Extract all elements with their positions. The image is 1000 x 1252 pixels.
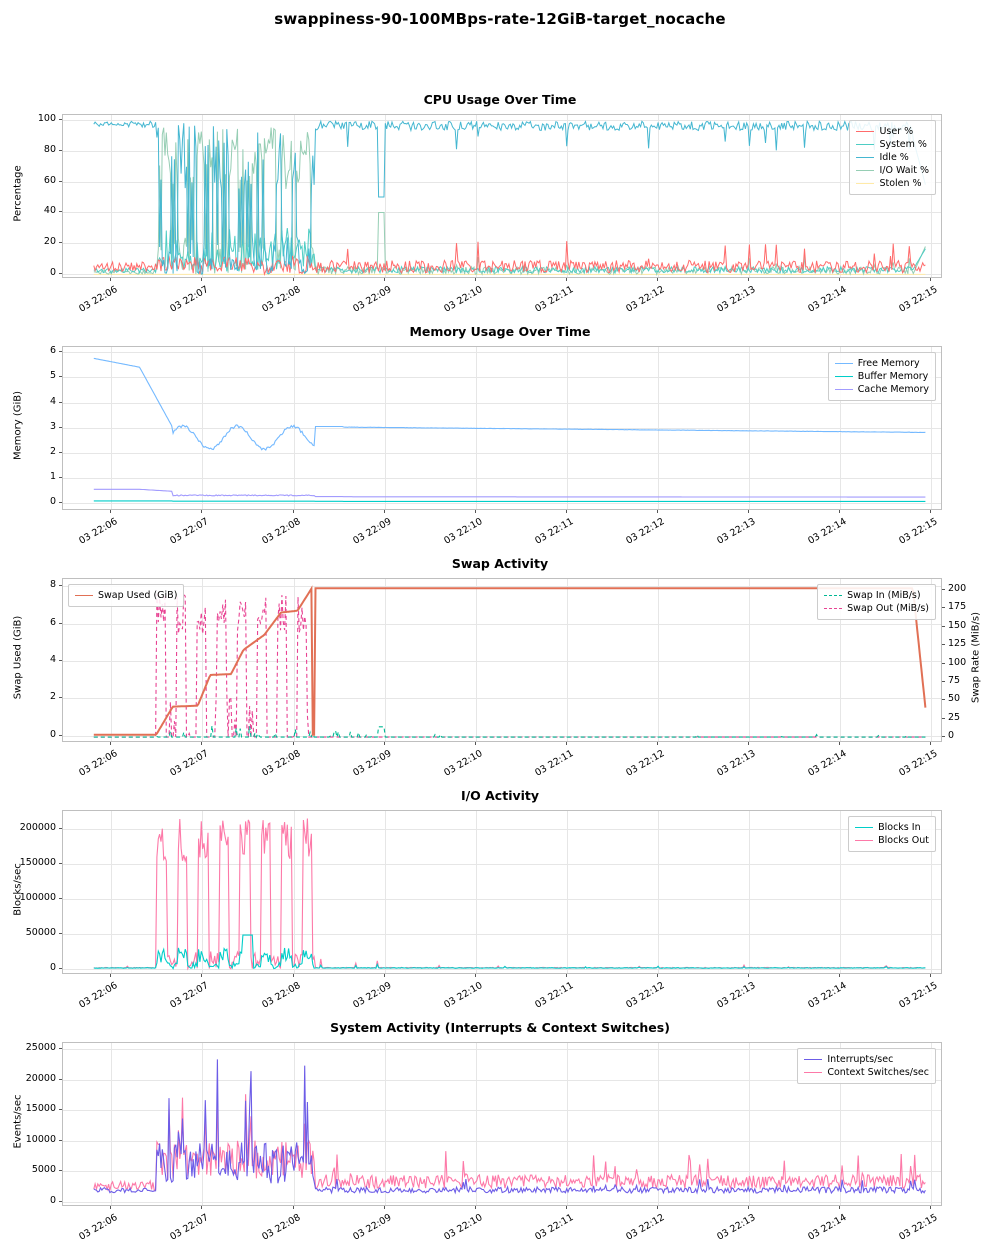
- x-axis-tick-label: 03 22:15: [897, 748, 940, 779]
- chart-title: Swap Activity: [451, 556, 549, 571]
- x-axis-tick-label: 03 22:14: [806, 284, 849, 315]
- y-axis-tick-mark: [59, 150, 62, 151]
- y-axis-label: Blocks/sec: [12, 863, 24, 916]
- y-axis-right-tick-mark: [942, 699, 945, 700]
- legend-label: Interrupts/sec: [827, 1054, 894, 1065]
- x-axis-tick-mark: [839, 974, 840, 977]
- x-axis-tick-label: 03 22:07: [168, 748, 211, 779]
- legend-color-swatch: [856, 183, 874, 184]
- y-axis-tick-label: 100: [37, 112, 56, 124]
- legend-label: Cache Memory: [857, 384, 929, 395]
- legend-label: Stolen %: [879, 178, 922, 189]
- y-axis-tick-label: 60: [43, 174, 56, 186]
- legend-color-swatch: [856, 144, 874, 145]
- y-axis-tick-mark: [59, 623, 62, 624]
- x-axis-tick-mark: [384, 510, 385, 513]
- series-line: [94, 358, 926, 450]
- x-axis-tick-mark: [475, 510, 476, 513]
- y-axis-tick-mark: [59, 427, 62, 428]
- legend-color-swatch: [855, 840, 873, 841]
- legend-item: [824, 589, 929, 602]
- y-axis-right-tick-label: 150: [948, 619, 967, 631]
- legend-color-swatch: [835, 376, 853, 377]
- y-axis-tick-label: 200000: [19, 821, 56, 833]
- x-axis-tick-mark: [293, 278, 294, 281]
- chart-legend: [848, 816, 936, 852]
- x-axis-tick-mark: [839, 1206, 840, 1209]
- legend-color-swatch: [835, 389, 853, 390]
- x-axis-tick-mark: [475, 1206, 476, 1209]
- legend-label: Blocks In: [878, 822, 921, 833]
- y-axis-tick-label: 4: [49, 654, 56, 665]
- legend-label: System %: [879, 139, 927, 150]
- y-axis-tick-mark: [59, 1170, 62, 1171]
- y-axis-tick-label: 6: [49, 345, 56, 357]
- x-axis-tick-label: 03 22:09: [350, 748, 394, 779]
- figure-title: swappiness-90-100MBps-rate-12GiB-target_nocache: [274, 10, 726, 28]
- x-axis-tick-label: 03 22:12: [624, 980, 667, 1011]
- y-axis-right-tick-label: 200: [948, 583, 967, 595]
- x-axis-tick-mark: [201, 974, 202, 977]
- x-axis-tick-label: 03 22:12: [624, 1212, 667, 1243]
- x-axis-tick-mark: [201, 1206, 202, 1209]
- y-axis-tick-mark: [59, 1079, 62, 1080]
- y-axis-tick-label: 6: [49, 616, 56, 628]
- x-axis-tick-label: 03 22:07: [168, 284, 211, 315]
- y-axis-tick-mark: [59, 933, 62, 934]
- y-axis-tick-mark: [59, 697, 62, 698]
- y-axis-right-tick-label: 75: [948, 674, 961, 686]
- x-axis-tick-mark: [201, 278, 202, 281]
- y-axis-tick-mark: [59, 242, 62, 243]
- y-axis-right-tick-mark: [942, 663, 945, 664]
- x-axis-tick-label: 03 22:07: [168, 980, 211, 1011]
- y-axis-right-tick-label: 0: [948, 730, 955, 742]
- x-axis-tick-label: 03 22:15: [897, 284, 940, 315]
- legend-color-swatch: [835, 363, 853, 364]
- series-layer: [63, 579, 942, 742]
- x-axis-tick-label: 03 22:06: [77, 748, 120, 779]
- y-axis-tick-mark: [59, 585, 62, 586]
- y-axis-tick-label: 2: [49, 445, 56, 457]
- x-axis-tick-label: 03 22:13: [715, 516, 758, 547]
- y-axis-tick-mark: [59, 376, 62, 377]
- chart-legend: [68, 584, 184, 607]
- legend-item: [804, 1066, 929, 1079]
- y-axis-tick-label: 10000: [25, 1133, 56, 1145]
- x-axis-tick-label: 03 22:10: [441, 748, 485, 779]
- y-axis-tick-label: 0: [49, 728, 56, 740]
- legend-color-swatch: [855, 827, 873, 828]
- plot-area: [62, 810, 942, 974]
- legend-label: User %: [879, 126, 914, 137]
- series-line: [94, 489, 926, 497]
- legend-label: Swap In (MiB/s): [847, 590, 921, 601]
- chart-legend: [828, 352, 936, 401]
- x-axis-tick-mark: [293, 510, 294, 513]
- x-axis-tick-label: 03 22:14: [806, 1212, 849, 1243]
- x-axis-tick-mark: [839, 278, 840, 281]
- x-axis-tick-mark: [566, 742, 567, 745]
- legend-color-swatch: [824, 595, 842, 596]
- x-axis-tick-label: 03 22:09: [350, 1212, 394, 1243]
- y-axis-label: Events/sec: [12, 1094, 24, 1149]
- x-axis-tick-label: 03 22:11: [532, 748, 576, 779]
- x-axis-tick-mark: [748, 510, 749, 513]
- chart-title: System Activity (Interrupts & Context Switches): [330, 1020, 670, 1035]
- x-axis-tick-label: 03 22:13: [715, 284, 758, 315]
- x-axis-tick-mark: [201, 742, 202, 745]
- x-axis-tick-mark: [384, 1206, 385, 1209]
- legend-item: [855, 834, 929, 847]
- x-axis-tick-mark: [748, 974, 749, 977]
- y-axis-tick-mark: [59, 273, 62, 274]
- y-axis-label: Swap Used (GiB): [12, 615, 24, 700]
- x-axis-tick-mark: [293, 974, 294, 977]
- x-axis-tick-mark: [384, 974, 385, 977]
- y-axis-tick-label: 40: [43, 205, 56, 217]
- x-axis-tick-label: 03 22:11: [532, 516, 576, 547]
- x-axis-tick-label: 03 22:10: [441, 1212, 485, 1243]
- legend-item: [835, 357, 929, 370]
- x-axis-tick-mark: [657, 742, 658, 745]
- x-axis-tick-label: 03 22:12: [624, 516, 667, 547]
- x-axis-tick-label: 03 22:14: [806, 516, 849, 547]
- x-axis-tick-mark: [748, 278, 749, 281]
- x-axis-tick-mark: [930, 974, 931, 977]
- x-axis-tick-mark: [475, 278, 476, 281]
- x-axis-tick-label: 03 22:10: [441, 284, 485, 315]
- y-axis-tick-label: 25000: [25, 1042, 56, 1054]
- x-axis-tick-mark: [839, 510, 840, 513]
- x-axis-tick-label: 03 22:11: [532, 980, 576, 1011]
- x-axis-tick-mark: [384, 742, 385, 745]
- y-axis-tick-mark: [59, 402, 62, 403]
- legend-color-swatch: [856, 157, 874, 158]
- y-axis-tick-mark: [59, 1140, 62, 1141]
- y-axis-tick-label: 0: [49, 267, 56, 279]
- chart-legend: [797, 1048, 936, 1084]
- y-axis-label: Memory (GiB): [12, 390, 24, 461]
- y-axis-tick-mark: [59, 351, 62, 352]
- y-axis-tick-label: 1: [49, 471, 56, 483]
- y-axis-tick-label: 5000: [31, 1164, 56, 1176]
- y-axis-right-label: Swap Rate (MiB/s): [970, 612, 982, 703]
- y-axis-tick-mark: [59, 1048, 62, 1049]
- legend-item: [75, 589, 177, 602]
- x-axis-tick-label: 03 22:15: [897, 516, 940, 547]
- y-axis-tick-label: 5: [49, 370, 56, 382]
- x-axis-tick-label: 03 22:11: [532, 284, 576, 315]
- chart-title: CPU Usage Over Time: [423, 92, 577, 107]
- series-line: [94, 819, 926, 969]
- y-axis-tick-mark: [59, 211, 62, 212]
- plot-area: [62, 578, 942, 742]
- y-axis-right-tick-label: 100: [948, 656, 967, 668]
- y-axis-tick-label: 2: [49, 691, 56, 703]
- y-axis-label: Percentage: [12, 165, 24, 222]
- y-axis-right-tick-mark: [942, 644, 945, 645]
- x-axis-tick-mark: [657, 974, 658, 977]
- x-axis-tick-label: 03 22:11: [532, 1212, 576, 1243]
- legend-color-swatch: [856, 170, 874, 171]
- x-axis-tick-label: 03 22:13: [715, 748, 758, 779]
- legend-item: [804, 1053, 929, 1066]
- chart-legend: [817, 584, 936, 620]
- x-axis-tick-mark: [930, 742, 931, 745]
- x-axis-tick-label: 03 22:06: [77, 980, 120, 1011]
- y-axis-tick-mark: [59, 502, 62, 503]
- x-axis-tick-mark: [657, 510, 658, 513]
- y-axis-tick-label: 80: [43, 143, 56, 155]
- y-axis-tick-label: 0: [49, 961, 56, 973]
- legend-label: Blocks Out: [878, 835, 929, 846]
- y-axis-right-tick-label: 175: [948, 601, 967, 613]
- x-axis-tick-mark: [110, 278, 111, 281]
- x-axis-tick-label: 03 22:08: [259, 516, 303, 547]
- x-axis-tick-label: 03 22:12: [624, 284, 667, 315]
- x-axis-tick-label: 03 22:10: [441, 980, 485, 1011]
- y-axis-tick-label: 50000: [25, 926, 56, 938]
- x-axis-tick-mark: [657, 278, 658, 281]
- x-axis-tick-label: 03 22:08: [259, 980, 303, 1011]
- y-axis-tick-label: 20000: [25, 1072, 56, 1084]
- legend-item: [856, 164, 929, 177]
- x-axis-tick-label: 03 22:13: [715, 980, 758, 1011]
- series-line: [94, 588, 926, 735]
- y-axis-tick-label: 3: [49, 420, 56, 432]
- series-line: [94, 726, 926, 737]
- x-axis-tick-mark: [839, 742, 840, 745]
- x-axis-tick-label: 03 22:14: [806, 748, 849, 779]
- series-line: [94, 501, 926, 502]
- legend-label: Buffer Memory: [857, 371, 929, 382]
- x-axis-tick-label: 03 22:06: [77, 516, 120, 547]
- y-axis-tick-label: 8: [49, 579, 56, 591]
- y-axis-right-tick-label: 25: [948, 711, 961, 723]
- x-axis-tick-mark: [748, 1206, 749, 1209]
- x-axis-tick-label: 03 22:08: [259, 1212, 303, 1243]
- x-axis-tick-mark: [930, 1206, 931, 1209]
- x-axis-tick-label: 03 22:08: [259, 284, 303, 315]
- y-axis-tick-mark: [59, 968, 62, 969]
- x-axis-tick-label: 03 22:10: [441, 516, 485, 547]
- y-axis-tick-mark: [59, 660, 62, 661]
- series-line: [94, 594, 926, 737]
- chart-title: I/O Activity: [460, 788, 540, 803]
- x-axis-tick-label: 03 22:15: [897, 1212, 940, 1243]
- y-axis-tick-label: 100000: [19, 891, 56, 903]
- x-axis-tick-label: 03 22:07: [168, 1212, 211, 1243]
- y-axis-right-tick-mark: [942, 607, 945, 608]
- series-layer: [63, 811, 942, 974]
- x-axis-tick-mark: [748, 742, 749, 745]
- x-axis-tick-mark: [930, 278, 931, 281]
- y-axis-tick-label: 15000: [25, 1103, 56, 1115]
- y-axis-tick-mark: [59, 181, 62, 182]
- y-axis-tick-mark: [59, 1109, 62, 1110]
- y-axis-tick-mark: [59, 828, 62, 829]
- x-axis-tick-mark: [293, 742, 294, 745]
- legend-label: Free Memory: [857, 358, 920, 369]
- x-axis-tick-mark: [201, 510, 202, 513]
- x-axis-tick-label: 03 22:09: [350, 980, 394, 1011]
- legend-label: Swap Used (GiB): [98, 590, 178, 601]
- y-axis-tick-label: 4: [49, 395, 56, 407]
- x-axis-tick-label: 03 22:12: [624, 748, 667, 779]
- x-axis-tick-label: 03 22:09: [350, 284, 394, 315]
- x-axis-tick-label: 03 22:06: [77, 284, 120, 315]
- legend-label: Context Switches/sec: [827, 1067, 929, 1078]
- x-axis-tick-mark: [930, 510, 931, 513]
- legend-item: [856, 125, 929, 138]
- x-axis-tick-mark: [293, 1206, 294, 1209]
- y-axis-tick-label: 20: [43, 236, 56, 248]
- x-axis-tick-label: 03 22:13: [715, 1212, 758, 1243]
- legend-label: Idle %: [879, 152, 909, 163]
- x-axis-tick-mark: [566, 510, 567, 513]
- x-axis-tick-mark: [657, 1206, 658, 1209]
- y-axis-tick-mark: [59, 477, 62, 478]
- x-axis-tick-mark: [384, 278, 385, 281]
- x-axis-tick-mark: [110, 1206, 111, 1209]
- y-axis-right-tick-mark: [942, 736, 945, 737]
- y-axis-tick-mark: [59, 119, 62, 120]
- legend-color-swatch: [804, 1059, 822, 1060]
- y-axis-right-tick-label: 125: [948, 638, 967, 650]
- x-axis-tick-mark: [110, 974, 111, 977]
- y-axis-right-tick-mark: [942, 681, 945, 682]
- legend-item: [856, 151, 929, 164]
- x-axis-tick-label: 03 22:09: [350, 516, 394, 547]
- legend-item: [856, 138, 929, 151]
- legend-label: I/O Wait %: [879, 165, 929, 176]
- legend-label: Swap Out (MiB/s): [847, 603, 929, 614]
- x-axis-tick-mark: [110, 742, 111, 745]
- legend-item: [835, 370, 929, 383]
- y-axis-tick-mark: [59, 863, 62, 864]
- legend-item: [835, 383, 929, 396]
- legend-item: [855, 821, 929, 834]
- chart-title: Memory Usage Over Time: [409, 324, 591, 339]
- legend-color-swatch: [824, 608, 842, 609]
- legend-color-swatch: [856, 131, 874, 132]
- y-axis-right-tick-mark: [942, 718, 945, 719]
- y-axis-tick-label: 0: [49, 496, 56, 508]
- x-axis-tick-label: 03 22:15: [897, 980, 940, 1011]
- y-axis-right-tick-label: 50: [948, 693, 961, 705]
- y-axis-tick-label: 150000: [19, 856, 56, 868]
- x-axis-tick-mark: [475, 742, 476, 745]
- y-axis-right-tick-mark: [942, 589, 945, 590]
- x-axis-tick-label: 03 22:07: [168, 516, 211, 547]
- plot-area: [62, 346, 942, 510]
- legend-item: [856, 177, 929, 190]
- legend-color-swatch: [804, 1072, 822, 1073]
- y-axis-tick-mark: [59, 452, 62, 453]
- legend-item: [824, 602, 929, 615]
- x-axis-tick-mark: [566, 974, 567, 977]
- x-axis-tick-mark: [110, 510, 111, 513]
- series-layer: [63, 347, 942, 510]
- legend-color-swatch: [75, 595, 93, 596]
- series-layer: [63, 115, 942, 278]
- x-axis-tick-label: 03 22:08: [259, 748, 303, 779]
- y-axis-tick-mark: [59, 1201, 62, 1202]
- y-axis-right-tick-mark: [942, 626, 945, 627]
- x-axis-tick-label: 03 22:06: [77, 1212, 120, 1243]
- x-axis-tick-mark: [475, 974, 476, 977]
- x-axis-tick-mark: [566, 1206, 567, 1209]
- y-axis-tick-mark: [59, 735, 62, 736]
- y-axis-tick-mark: [59, 898, 62, 899]
- x-axis-tick-mark: [566, 278, 567, 281]
- y-axis-tick-label: 0: [49, 1194, 56, 1206]
- chart-legend: [849, 120, 936, 195]
- x-axis-tick-label: 03 22:14: [806, 980, 849, 1011]
- plot-area: [62, 114, 942, 278]
